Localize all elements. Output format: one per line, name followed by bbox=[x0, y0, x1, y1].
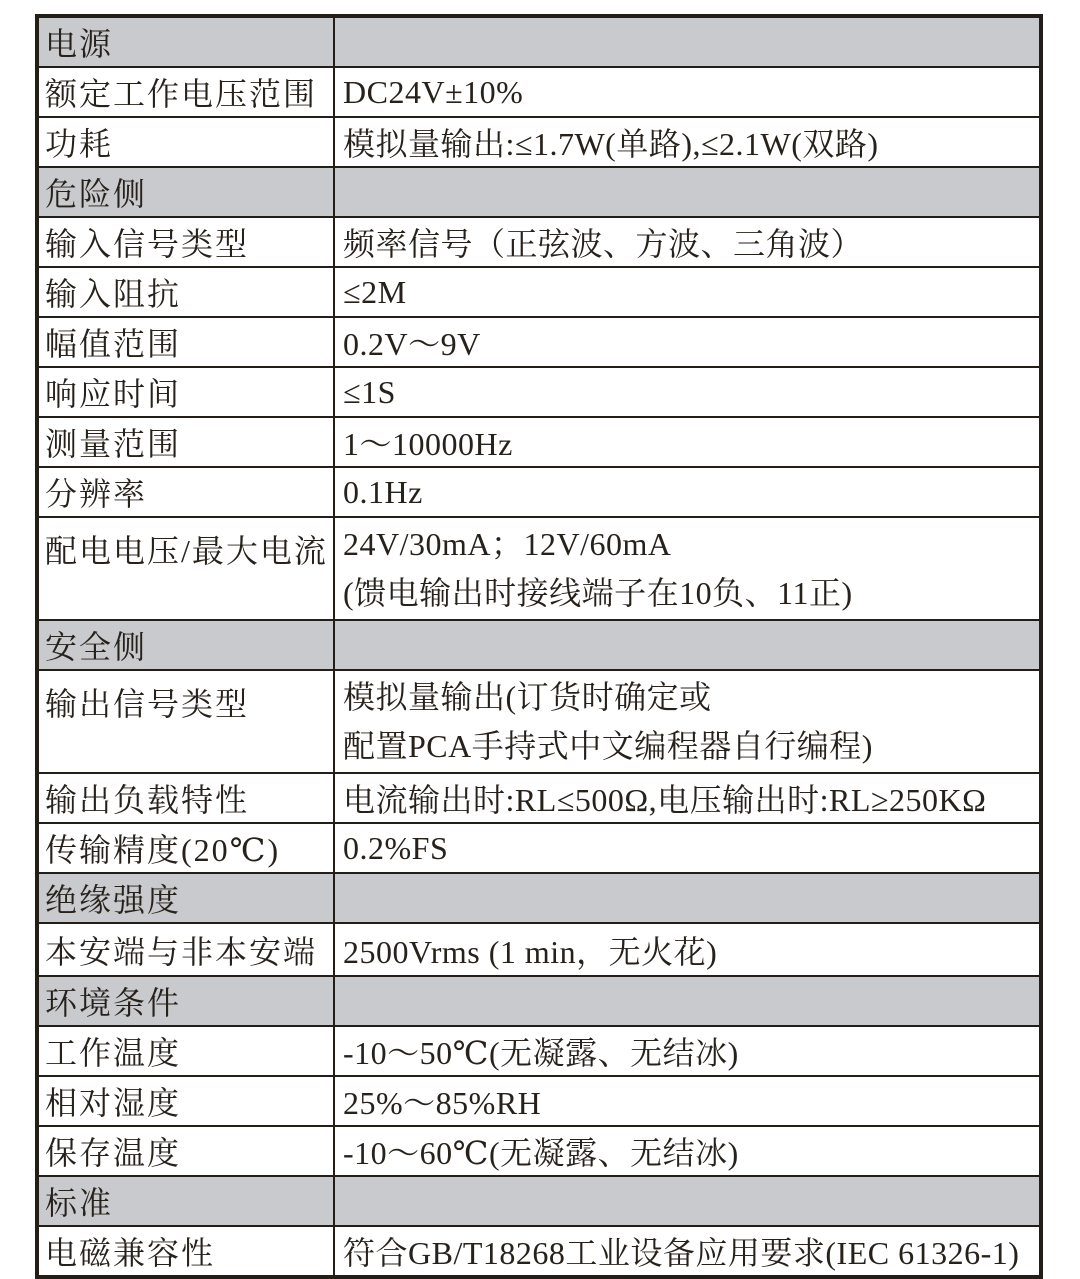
parameter-value: 1～10000Hz bbox=[334, 417, 1041, 467]
spec-row bbox=[37, 517, 1041, 620]
parameter-value-line2: 配置PCA手持式中文编程器自行编程) bbox=[343, 728, 873, 764]
parameter-name: 输入信号类型 bbox=[37, 217, 334, 267]
section-header-row bbox=[37, 1176, 1041, 1226]
section-header-row bbox=[37, 620, 1041, 670]
parameter-value bbox=[334, 517, 1041, 620]
spec-row bbox=[37, 367, 1041, 417]
spec-row bbox=[37, 773, 1041, 823]
parameter-name: 分辨率 bbox=[37, 467, 334, 517]
parameter-value-line1: 模拟量输出(订货时确定或 bbox=[343, 679, 712, 715]
spec-row bbox=[37, 1226, 1041, 1277]
parameter-value: -10～60℃(无凝露、无结冰) bbox=[334, 1126, 1041, 1176]
parameter-value: 频率信号（正弦波、方波、三角波） bbox=[334, 217, 1041, 267]
parameter-name: 保存温度 bbox=[37, 1126, 334, 1176]
parameter-name: 传输精度(20℃) bbox=[37, 823, 334, 873]
parameter-value bbox=[334, 670, 1041, 773]
section-header-row bbox=[37, 16, 1041, 67]
parameter-name: 电磁兼容性 bbox=[37, 1226, 334, 1277]
parameter-value: 符合GB/T18268工业设备应用要求(IEC 61326-1) bbox=[334, 1226, 1041, 1277]
parameter-value: 2500Vrms (1 min，无火花) bbox=[334, 923, 1041, 976]
parameter-value bbox=[334, 1176, 1041, 1226]
section-title: 标准 bbox=[37, 1176, 334, 1226]
parameter-value bbox=[334, 620, 1041, 670]
parameter-name: 额定工作电压范围 bbox=[37, 67, 334, 117]
spec-row bbox=[37, 1076, 1041, 1126]
parameter-name: 功耗 bbox=[37, 117, 334, 167]
parameter-value: 0.1Hz bbox=[334, 467, 1041, 517]
parameter-value: 电流输出时:RL≤500Ω,电压输出时:RL≥250KΩ bbox=[334, 773, 1041, 823]
spec-row bbox=[37, 67, 1041, 117]
parameter-value: 25%～85%RH bbox=[334, 1076, 1041, 1126]
parameter-name: 测量范围 bbox=[37, 417, 334, 467]
parameter-value: ≤1S bbox=[334, 367, 1041, 417]
section-title: 绝缘强度 bbox=[37, 873, 334, 923]
spec-row bbox=[37, 1126, 1041, 1176]
specification-table bbox=[35, 14, 1043, 1279]
spec-row bbox=[37, 1026, 1041, 1076]
parameter-name: 输出信号类型 bbox=[37, 670, 334, 773]
parameter-value bbox=[334, 16, 1041, 67]
section-title: 安全侧 bbox=[37, 620, 334, 670]
section-title: 环境条件 bbox=[37, 976, 334, 1026]
spec-row bbox=[37, 217, 1041, 267]
parameter-value bbox=[334, 167, 1041, 217]
parameter-value: -10～50℃(无凝露、无结冰) bbox=[334, 1026, 1041, 1076]
parameter-name: 幅值范围 bbox=[37, 317, 334, 367]
section-header-row bbox=[37, 167, 1041, 217]
parameter-name: 配电电压/最大电流 bbox=[37, 517, 334, 620]
parameter-name: 工作温度 bbox=[37, 1026, 334, 1076]
parameter-name: 输入阻抗 bbox=[37, 267, 334, 317]
parameter-value: 0.2V～9V bbox=[334, 317, 1041, 367]
parameter-value bbox=[334, 976, 1041, 1026]
parameter-value: 0.2%FS bbox=[334, 823, 1041, 873]
parameter-value: ≤2M bbox=[334, 267, 1041, 317]
parameter-name: 输出负载特性 bbox=[37, 773, 334, 823]
spec-row bbox=[37, 670, 1041, 773]
spec-row bbox=[37, 117, 1041, 167]
parameter-value: 模拟量输出:≤1.7W(单路),≤2.1W(双路) bbox=[334, 117, 1041, 167]
spec-row bbox=[37, 923, 1041, 976]
spec-row bbox=[37, 467, 1041, 517]
section-title: 危险侧 bbox=[37, 167, 334, 217]
section-header-row bbox=[37, 873, 1041, 923]
parameter-name: 本安端与非本安端 bbox=[37, 923, 334, 976]
spec-row bbox=[37, 823, 1041, 873]
parameter-value bbox=[334, 873, 1041, 923]
parameter-value-line2: (馈电输出时接线端子在10负、11正) bbox=[343, 575, 853, 611]
parameter-value-line1: 24V/30mA；12V/60mA bbox=[343, 526, 672, 562]
section-title: 电源 bbox=[37, 16, 334, 67]
spec-row bbox=[37, 317, 1041, 367]
parameter-name: 响应时间 bbox=[37, 367, 334, 417]
spec-row bbox=[37, 267, 1041, 317]
spec-row bbox=[37, 417, 1041, 467]
parameter-value: DC24V±10% bbox=[334, 67, 1041, 117]
parameter-name: 相对湿度 bbox=[37, 1076, 334, 1126]
section-header-row bbox=[37, 976, 1041, 1026]
specification-table-body bbox=[37, 16, 1041, 1277]
